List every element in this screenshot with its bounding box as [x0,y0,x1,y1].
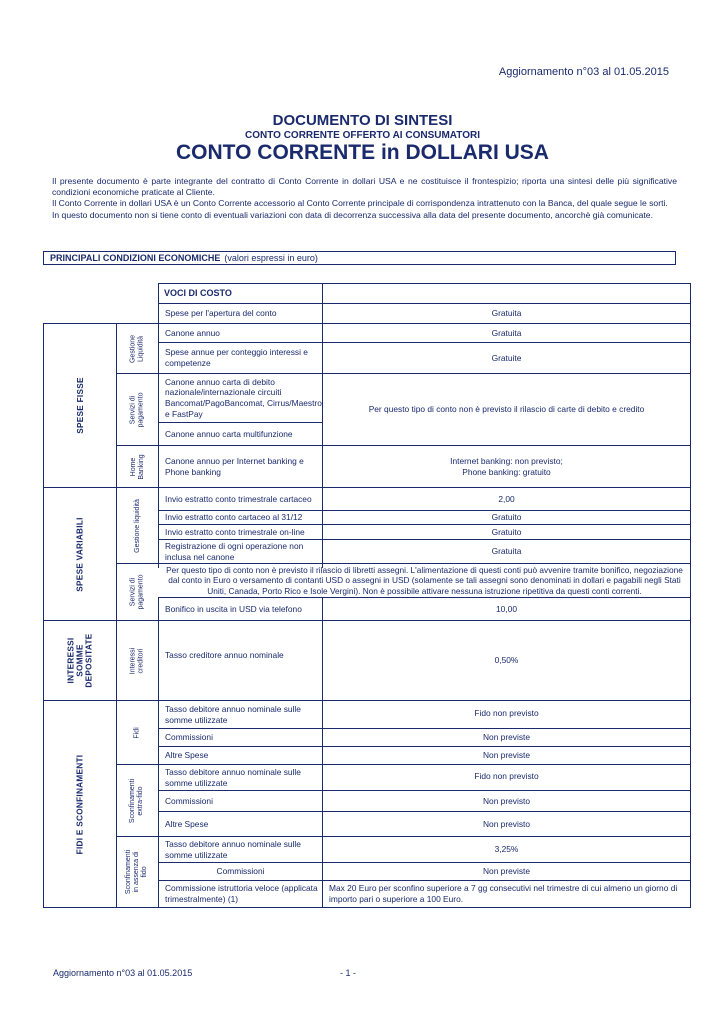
row-value-tasso-creditore: 0,50% [494,655,519,666]
section-title: PRINCIPALI CONDIZIONI ECONOMICHE [50,253,221,263]
row-label-assenza-commissioni: Commissioni [216,866,265,877]
document-subtitle: CONTO CORRENTE OFFERTO AI CONSUMATORI [244,130,480,141]
section-subtitle: (valori espressi in euro) [224,253,318,263]
row-value-fidi-altre: Non previste [482,750,530,761]
subgroup-interessi-creditori: Interessi creditori [129,647,145,674]
row-label-estratto-online: Invio estratto conto trimestrale on-line [165,526,305,537]
row-label-home-banking: Canone annuo per Internet banking e Phone banking [165,455,304,477]
footer-update: Aggiornamento n°03 al 01.05.2015 [53,968,193,978]
group-spese-variabili: SPESE VARIABILI [75,516,85,592]
row-label-extra-altre: Altre Spese [165,818,209,829]
row-value-estratto-online: Gratuito [491,526,522,537]
row-label-apertura: Spese per l'apertura del conto [165,308,277,319]
home-banking-value-1: Internet banking: non previsto; [450,455,563,466]
product-title: CONTO CORRENTE in DOLLARI USA [176,141,549,164]
row-label-assenza-istruttoria: Commissione istruttoria veloce (applicata trimestralmente) (1) [165,883,318,904]
row-label-canone-annuo: Canone annuo [165,327,220,338]
document-title: DOCUMENTO DI SINTESI [272,112,453,129]
subgroup-sconfinamenti-extra: Sconfinamenti extra-fido [129,778,145,823]
subgroup-servizi-pagamento-1: Servizi di pagamento [129,391,145,428]
subgroup-sconfinamenti-assenza: Sconfinamenti in assenza di fido [125,849,149,895]
row-value-bonifico: 10,00 [496,603,517,614]
row-label-assenza-tasso: Tasso debitore annuo nominale sulle somme utilizzate [165,838,301,860]
row-value-extra-tasso: Fido non previsto [474,770,539,781]
intro-text [52,176,677,221]
intro-paragraph-3: In questo documento non si tiene conto di eventuali variazioni con data di decorrenza successiva alla data del presente documento, ancorchè già comunicate. [52,209,653,220]
row-value-carte: Per questo tipo di conto non è previsto il rilascio di carte di debito e credito [368,404,645,415]
table-header: VOCI DI COSTO [164,288,232,299]
row-label-fidi-tasso: Tasso debitore annuo nominale sulle somme utilizzate [165,703,301,725]
row-value-fidi-tasso: Fido non previsto [474,707,539,718]
home-banking-value-2: Phone banking: gratuito [462,466,551,477]
row-value-apertura: Gratuita [491,308,522,319]
row-value-estratto-3112: Gratuito [491,512,522,523]
row-value-extra-commissioni: Non previsto [482,795,530,806]
row-label-extra-commissioni: Commissioni [165,795,213,806]
row-label-registrazione: Registrazione di ogni operazione non inclusa nel canone [165,540,304,562]
row-value-home-banking [323,446,690,487]
row-label-fidi-commissioni: Commissioni [165,732,213,743]
subgroup-home-banking: Home Banking [129,453,145,480]
row-value-estratto-cartaceo: 2,00 [498,493,515,504]
row-value-assenza-tasso: 3,25% [494,844,519,855]
group-spese-fisse: SPESE FISSE [75,377,85,434]
intro-paragraph-1: Il presente documento è parte integrante del contratto di Conto Corrente in dollari USA e ne costituisce il frontespizio; riporta una sintesi delle più significative condizioni economiche praticate al Cliente. [52,176,677,198]
intro-paragraph-2: Il Conto Corrente in dollari USA è un Conto Corrente accessorio al Conto Corrente principale di corrispondenza intrattenuto con la Banca, del quale segue le sorti. [52,198,668,209]
row-label-estratto-cartaceo: Invio estratto conto trimestrale cartaceo [165,493,312,504]
row-label-tasso-creditore: Tasso creditore annuo nominale [165,649,284,660]
row-value-registrazione: Gratuita [491,546,522,557]
row-value-spese-conteggio: Gratuite [491,352,522,363]
group-interessi: INTERESSI SOMME DEPOSITATE [66,633,94,688]
subgroup-servizi-pagamento-2: Servizi di pagamento [129,574,145,610]
row-value-canone-annuo: Gratuita [491,327,522,338]
row-value-assenza-istruttoria: Max 20 Euro per sconfino superiore a 7 gg consecutivi nel trimestre di cui almeno un giorno di importo pari o superiore a 100 Euro. [329,883,678,904]
row-label-canone-debito: Canone annuo carta di debito nazionale/internazionale circuiti Bancomat/PagoBancomat, Cirrus/Maestro e FastPay [165,376,322,419]
subgroup-fidi: Fidi [133,726,141,739]
row-label-canone-multi: Canone annuo carta multifunzione [165,428,293,439]
row-label-estratto-3112: Invio estratto conto cartaceo al 31/12 [165,512,303,523]
row-label-fidi-altre: Altre Spese [165,750,209,761]
row-value-assenza-commissioni: Non previste [482,866,530,877]
row-assegni-note: Per questo tipo di conto non è previsto il rilascio di libretti assegni. L'alimentazione di questi conti può avvenire tramite bonifico, negoziazione dal conto in Euro o versamento di contanti USD o assegni in USD (solamente se tali assegni sono denominati in dollari e pagabili negli Stati Uniti, Canada, Porto Rico e Isole Vergini). Non è possibile attivare nessuna istruzione ripetitiva da questi conti correnti. [166,564,683,596]
row-label-extra-tasso: Tasso debitore annuo nominale sulle somme utilizzate [165,766,301,788]
subgroup-gestione-liquidita-2: Gestione liquidità [133,498,141,553]
page-number: - 1 - [340,968,357,978]
row-label-spese-conteggio: Spese annue per conteggio interessi e competenze [165,347,308,368]
row-label-bonifico: Bonifico in uscita in USD via telefono [165,603,302,614]
row-value-fidi-commissioni: Non previste [482,732,530,743]
group-fidi: FIDI E SCONFINAMENTI [75,754,85,854]
update-header: Aggiornamento n°03 al 01.05.2015 [498,66,669,78]
row-value-extra-altre: Non previsto [482,818,530,829]
subgroup-gestione-liquidita-1: Gestione Liquidità [129,334,145,363]
section-bar [43,251,676,265]
